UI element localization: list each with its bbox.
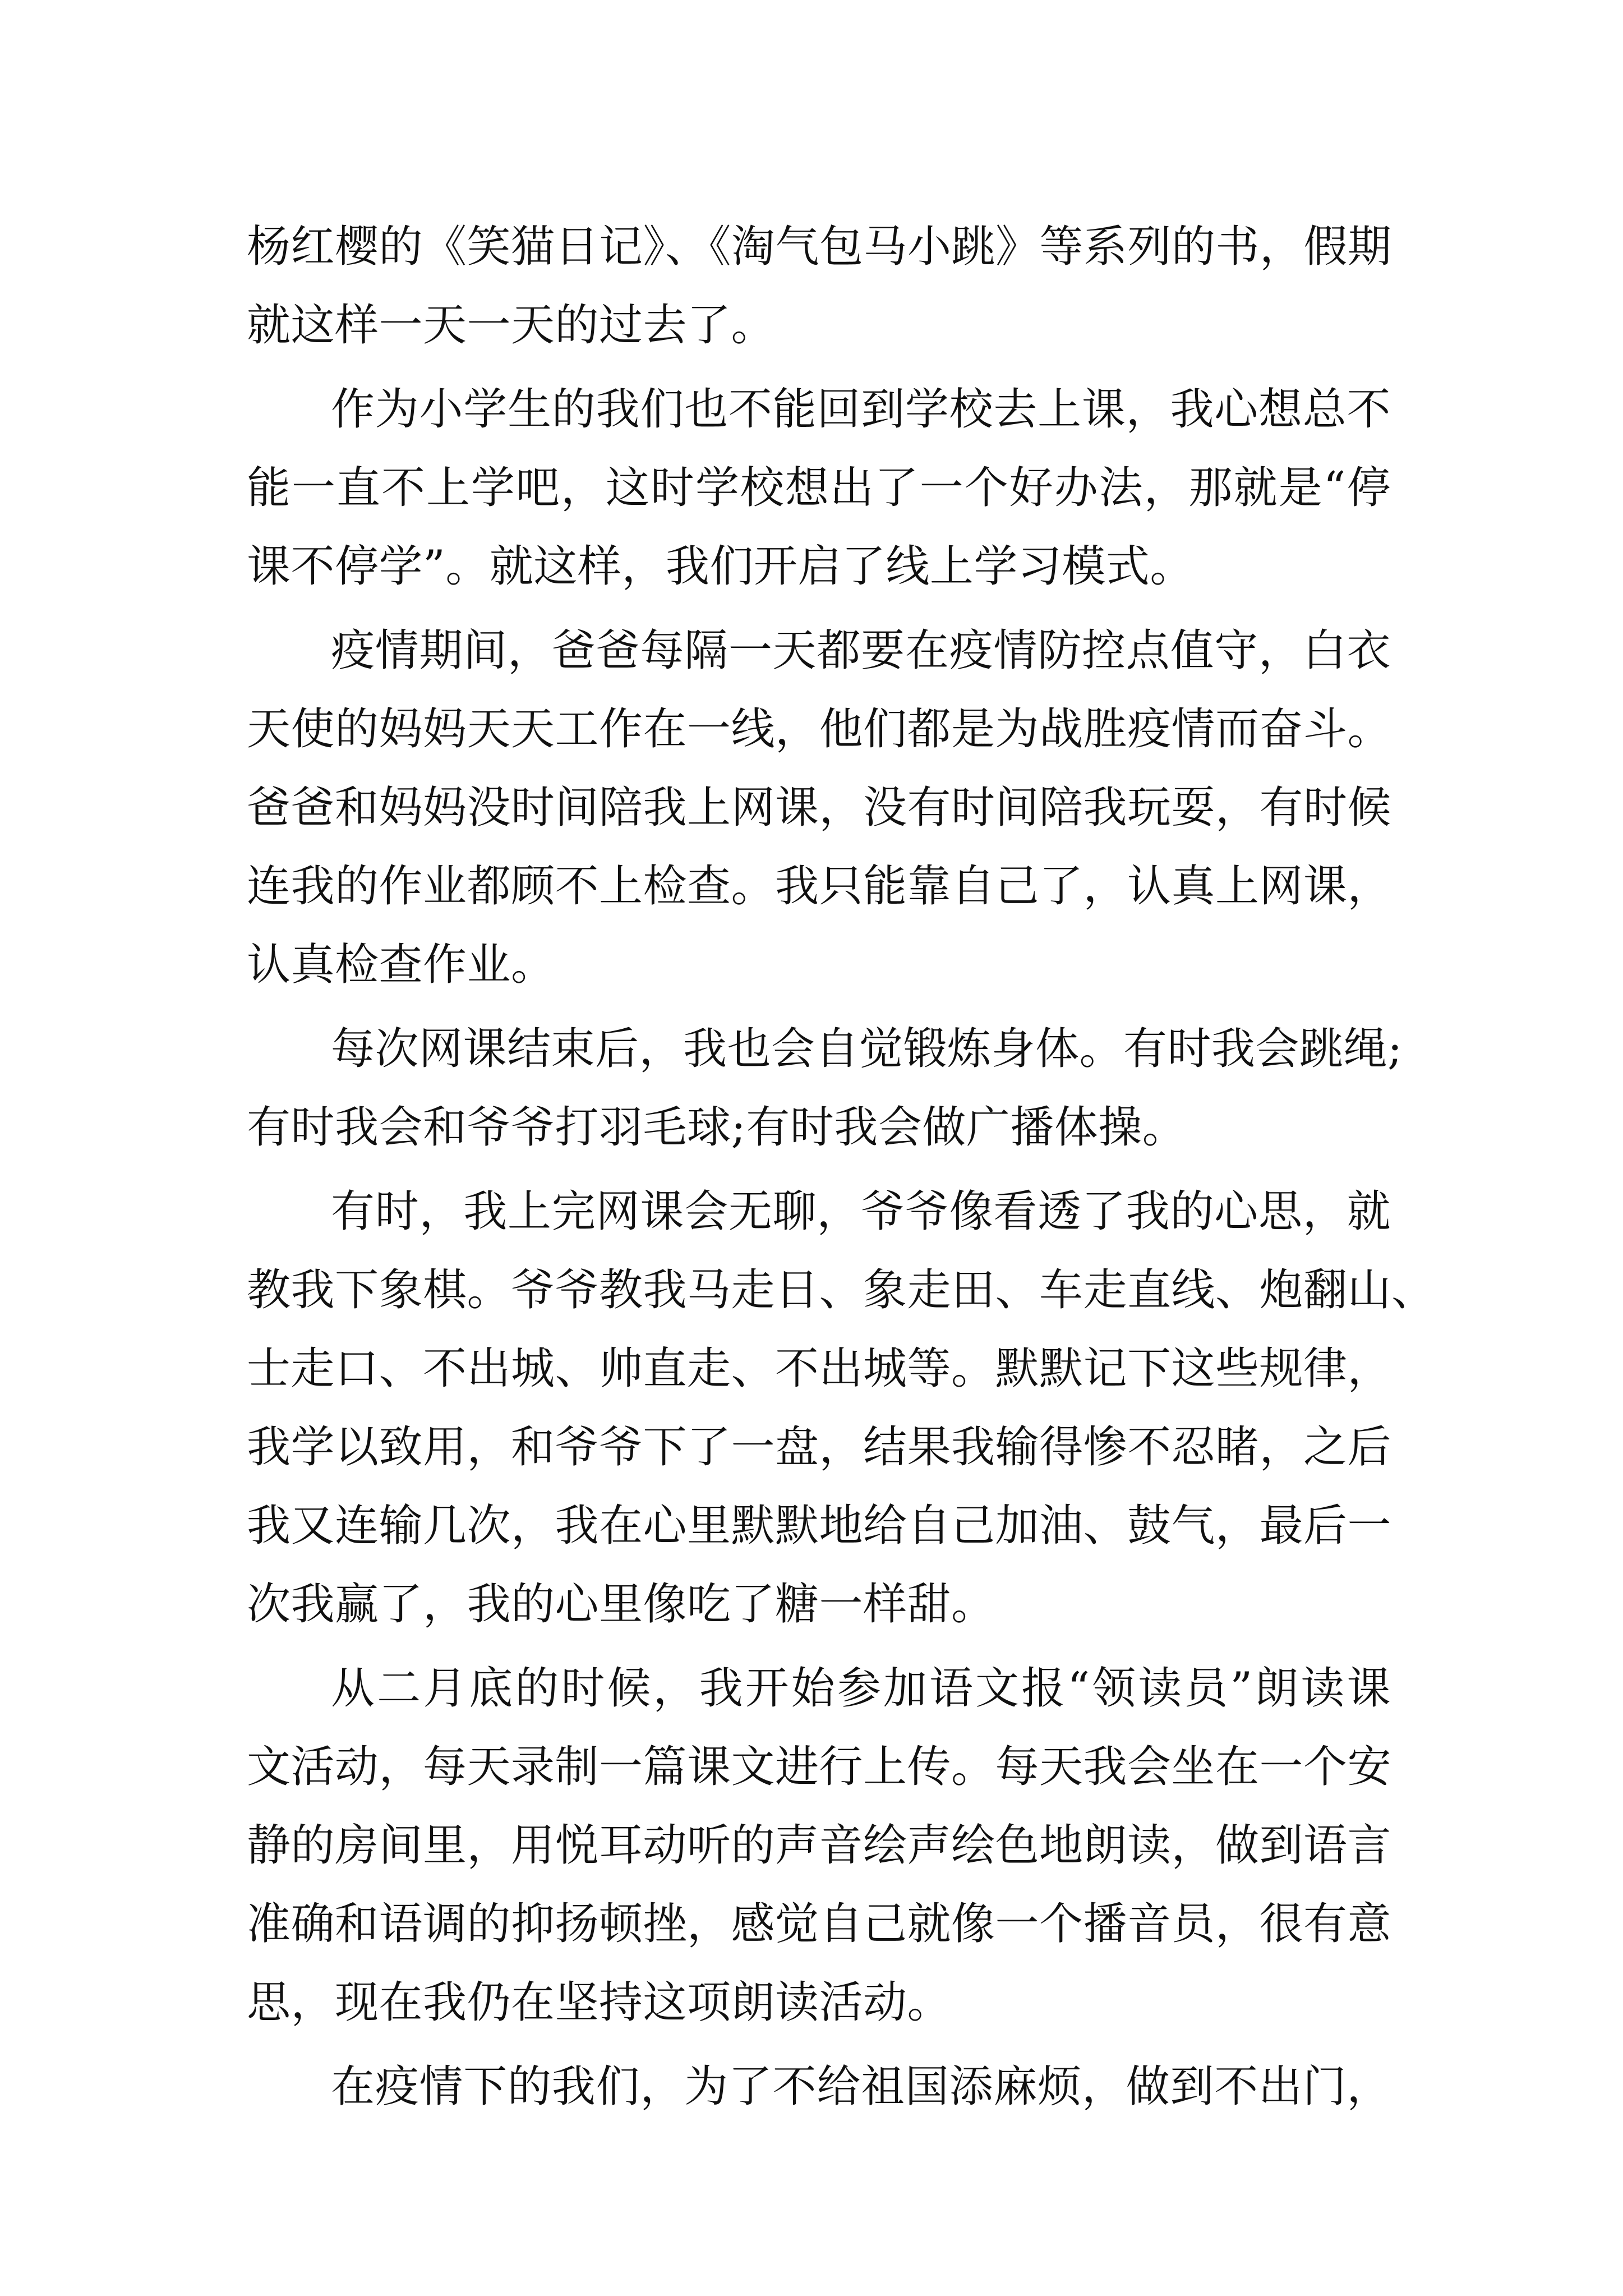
text-line: 杨红樱的《笑猫日记》、《淘气包马小跳》等系列的书，假期 [247, 222, 1392, 272]
text-line: 作为小学生的我们也不能回到学校去上课，我心想总不 [331, 384, 1391, 435]
text-line: 文活动，每天录制一篇课文进行上传。每天我会坐在一个安 [247, 1742, 1392, 1792]
text-line: 次我赢了，我的心里像吃了糖一样甜。 [247, 1579, 995, 1630]
text-line: 认真检查作业。 [247, 940, 555, 990]
text-line: 课不停学”。就这样，我们开启了线上学习模式。 [247, 541, 1194, 592]
text-line: 思，现在我仍在坚持这项朗读活动。 [247, 1977, 952, 2028]
text-line: 有时我会和爷爷打羽毛球;有时我会做广播体操。 [247, 1102, 1187, 1153]
text-line: 我又连输几次，我在心里默默地给自己加油、鼓气，最后一 [247, 1501, 1392, 1551]
text-line: 能一直不上学吧，这时学校想出了一个好办法，那就是“停 [247, 463, 1391, 513]
text-line: 爸爸和妈妈没时间陪我上网课，没有时间陪我玩耍，有时候 [247, 783, 1392, 833]
text-line: 连我的作业都顾不上检查。我只能靠自己了，认真上网课， [247, 861, 1392, 912]
text-line: 静的房间里，用悦耳动听的声音绘声绘色地朗读，做到语言 [247, 1820, 1392, 1871]
text-line: 有时，我上完网课会无聊，爷爷像看透了我的心思，就 [331, 1186, 1391, 1237]
text-line: 教我下象棋。爷爷教我马走日、象走田、车走直线、炮翻山、 [247, 1265, 1436, 1315]
text-line: 每次网课结束后，我也会自觉锻炼身体。有时我会跳绳; [331, 1024, 1403, 1074]
text-line: 天使的妈妈天天工作在一线，他们都是为战胜疫情而奋斗。 [247, 704, 1392, 754]
text-line: 在疫情下的我们，为了不给祖国添麻烦，做到不出门， [331, 2062, 1391, 2112]
text-line: 士走口、不出城、帅直走、不出城等。默默记下这些规律， [247, 1343, 1392, 1394]
text-line: 从二月底的时候，我开始参加语文报“领读员”朗读课 [331, 1663, 1391, 1714]
text-line: 准确和语调的抑扬顿挫，感觉自己就像一个播音员，很有意 [247, 1899, 1392, 1949]
text-line: 我学以致用，和爷爷下了一盘，结果我输得惨不忍睹，之后 [247, 1422, 1392, 1473]
text-line: 就这样一天一天的过去了。 [247, 300, 776, 351]
text-line: 疫情期间，爸爸每隔一天都要在疫情防控点值守，白衣 [331, 625, 1391, 676]
